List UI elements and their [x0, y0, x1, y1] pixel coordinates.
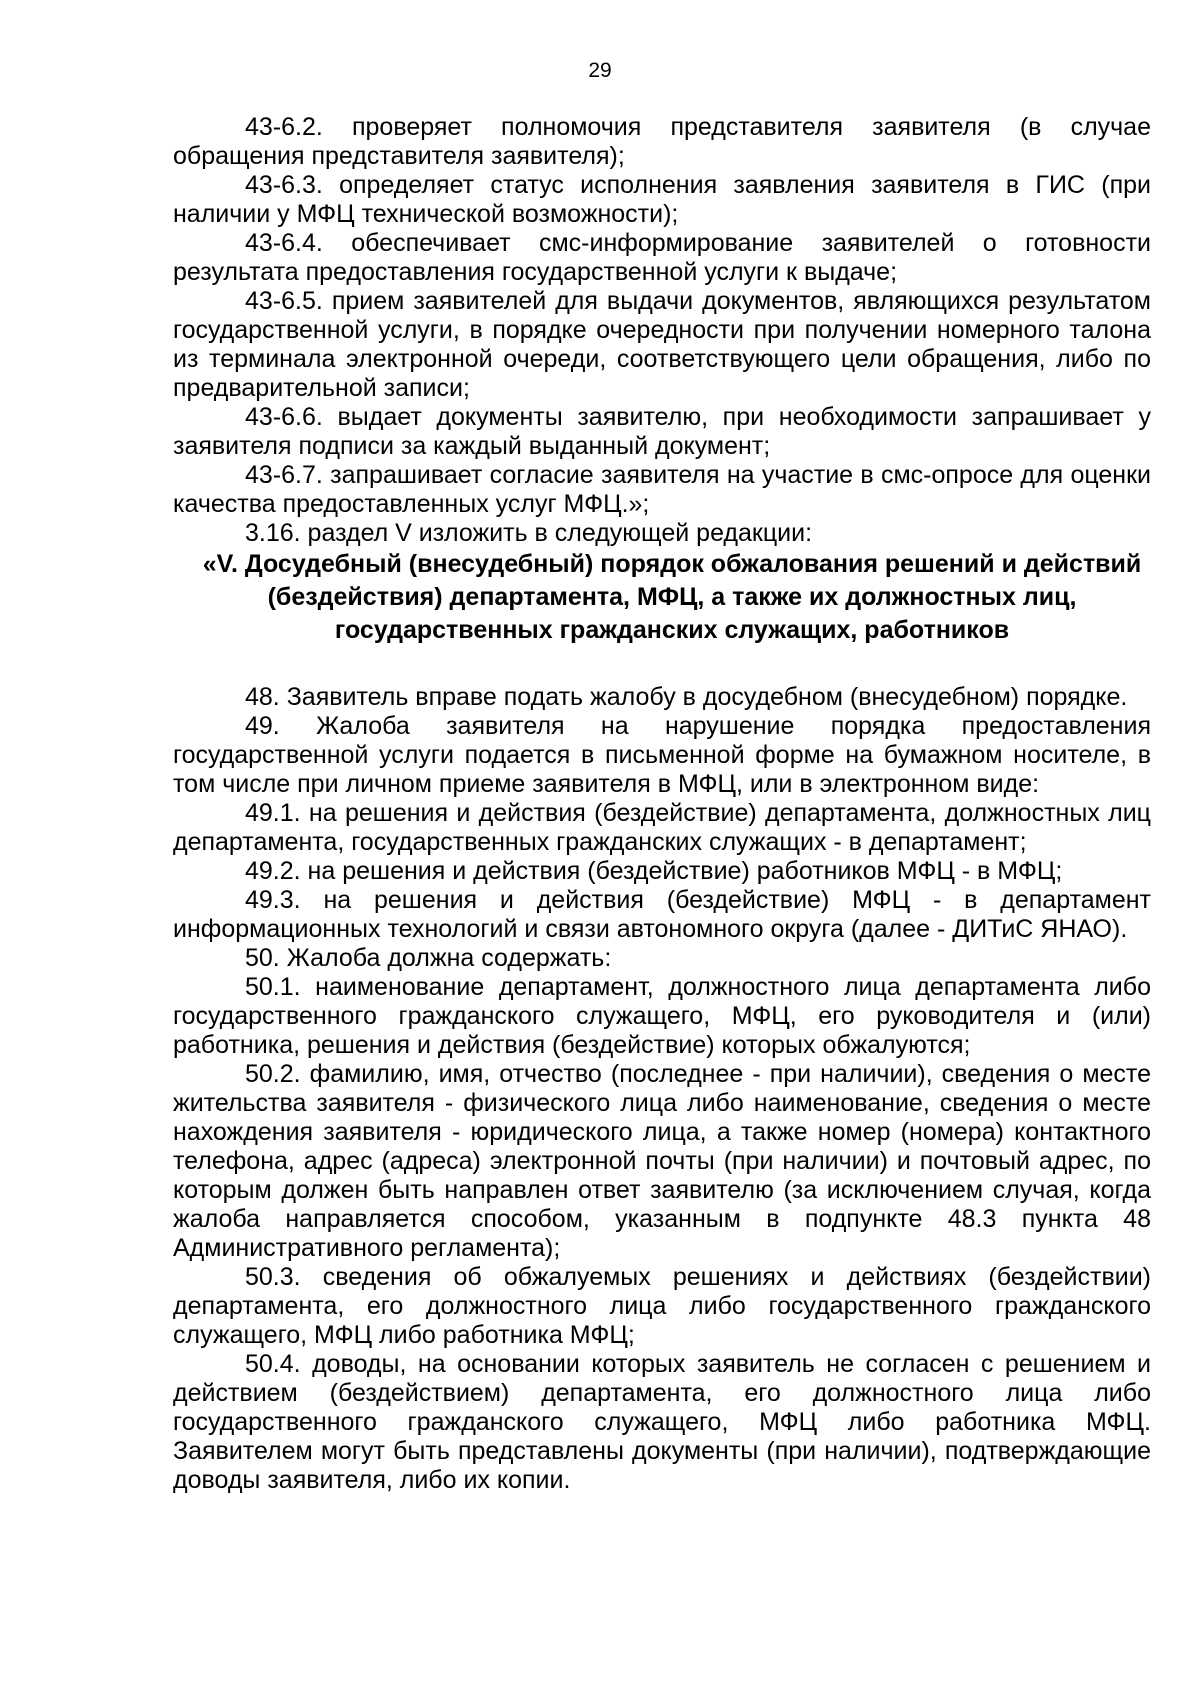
paragraph-50-4: 50.4. доводы, на основании которых заявитель не согласен с решением и действием (бездействием) департамента, его должностного лица либо государственного гражданского служащего, МФЦ либо работника МФЦ. Заявителем могут быть представлены документы (при наличии), подтверждающие доводы заявителя, либо их копии.	[173, 1350, 1151, 1494]
paragraph-48: 48. Заявитель вправе подать жалобу в досудебном (внесудебном) порядке.	[245, 683, 1128, 711]
paragraph-49-2: 49.2. на решения и действия (бездействие) работников МФЦ - в МФЦ;	[245, 857, 1063, 885]
paragraph-50: 50. Жалоба должна содержать:	[245, 944, 612, 972]
paragraph-43-6-2: 43-6.2. проверяет полномочия представителя заявителя (в случае обращения представителя заявителя);	[173, 113, 1151, 170]
section-heading: «V. Досудебный (внесудебный) порядок обжалования решений и действий (бездействия) департамента, МФЦ, а также их должностных лиц, государственных гражданских служащих, работников	[202, 550, 1142, 644]
paragraph-43-6-5: 43-6.5. прием заявителей для выдачи документов, являющихся результатом государственной услуги, в порядке очередности при получении номерного талона из терминала электронной очереди, соответствующего цели обращения, либо по предварительной записи;	[173, 287, 1151, 402]
paragraph-50-3: 50.3. сведения об обжалуемых решениях и действиях (бездействии) департамента, его должностного лица либо государственного гражданского служащего, МФЦ либо работника МФЦ;	[173, 1263, 1151, 1349]
paragraph-43-6-6: 43-6.6. выдает документы заявителю, при необходимости запрашивает у заявителя подписи за каждый выданный документ;	[173, 403, 1151, 460]
paragraph-43-6-7: 43-6.7. запрашивает согласие заявителя на участие в смс-опросе для оценки качества предоставленных услуг МФЦ.»;	[173, 461, 1151, 518]
paragraph-43-6-4: 43-6.4. обеспечивает смс-информирование заявителей о готовности результата предоставления государственной услуги к выдаче;	[173, 229, 1151, 286]
paragraph-49: 49. Жалоба заявителя на нарушение порядка предоставления государственной услуги подается в письменной форме на бумажном носителе, в том числе при личном приеме заявителя в МФЦ, или в электронном виде:	[173, 712, 1151, 798]
paragraph-49-3: 49.3. на решения и действия (бездействие) МФЦ - в департамент информационных технологий и связи автономного округа (далее - ДИТиС ЯНАО).	[173, 886, 1151, 943]
paragraph-3-16: 3.16. раздел V изложить в следующей редакции:	[245, 519, 813, 547]
paragraph-43-6-3: 43-6.3. определяет статус исполнения заявления заявителя в ГИС (при наличии у МФЦ технической возможности);	[173, 171, 1151, 228]
paragraph-49-1: 49.1. на решения и действия (бездействие) департамента, должностных лиц департамента, государственных гражданских служащих - в департамент;	[173, 799, 1151, 856]
paragraph-50-1: 50.1. наименование департамент, должностного лица департамента либо государственного гражданского служащего, МФЦ, его руководителя и (или) работника, решения и действия (бездействие) которых обжалуются;	[173, 973, 1151, 1059]
heading-spacer	[173, 647, 1151, 683]
page-number: 29	[588, 59, 612, 82]
paragraph-50-2: 50.2. фамилию, имя, отчество (последнее - при наличии), сведения о месте жительства заявителя - физического лица либо наименование, сведения о месте нахождения заявителя - юридического лица, а также номер (номера) контактного телефона, адрес (адреса) электронной почты (при наличии) и почтовый адрес, по которым должен быть направлен ответ заявителю (за исключением случая, когда жалоба направляется способом, указанным в подпункте 48.3 пункта 48 Административного регламента);	[173, 1060, 1151, 1262]
document-body	[173, 113, 1151, 1495]
